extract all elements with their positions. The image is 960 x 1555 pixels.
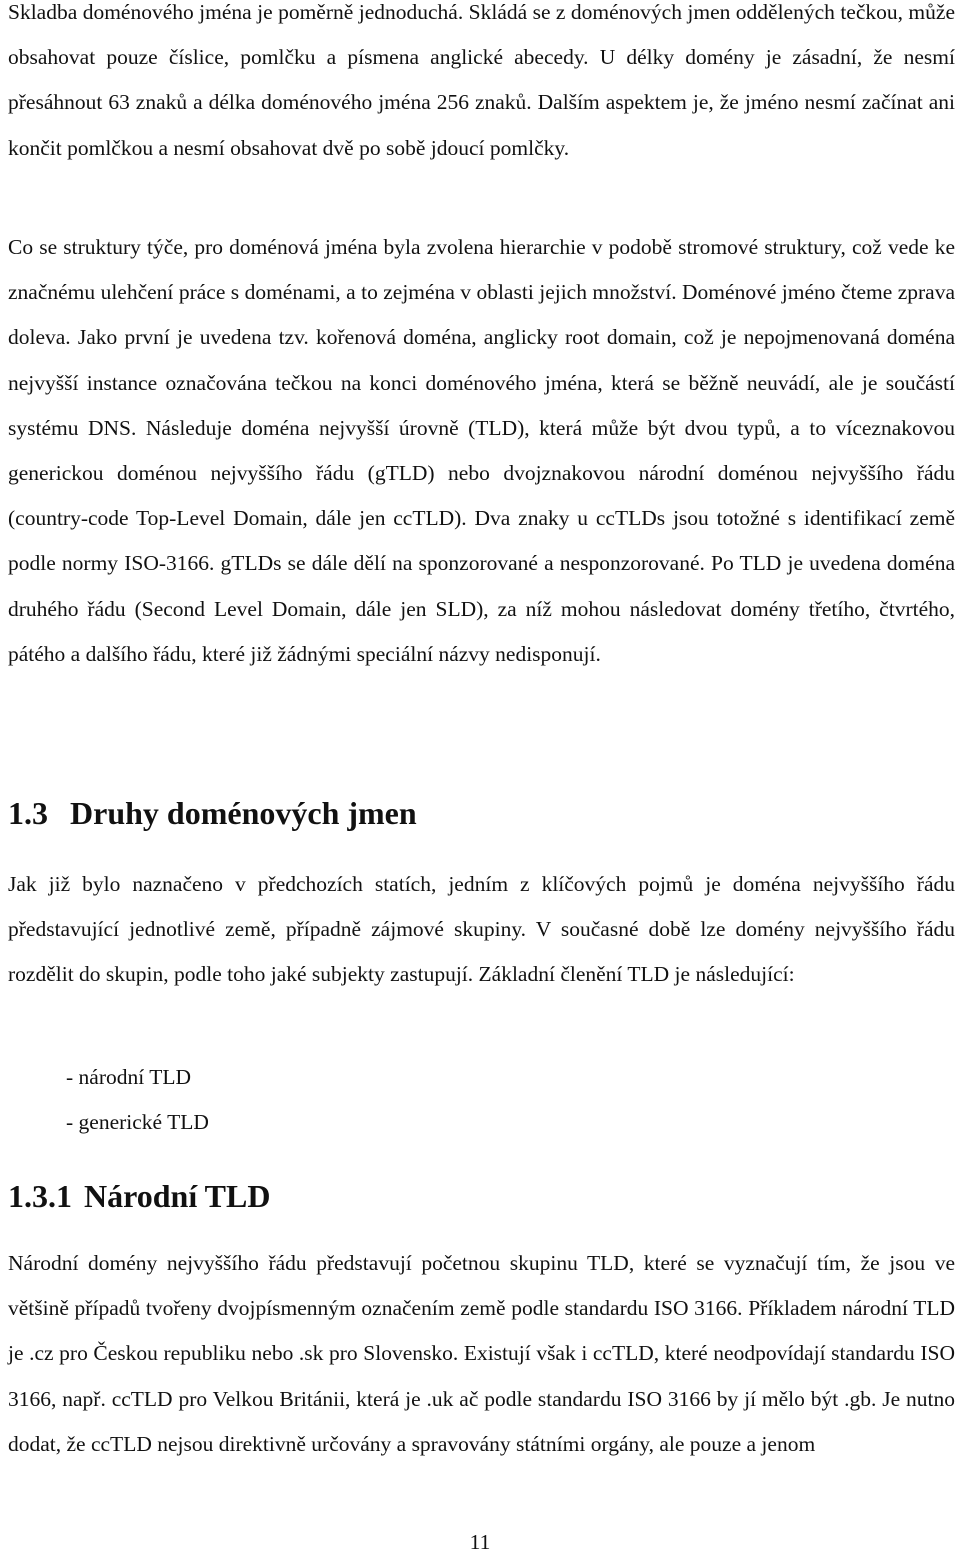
page-number: 11	[469, 1530, 491, 1554]
list-item: - národní TLD	[66, 1065, 191, 1089]
list-item: - generické TLD	[66, 1109, 209, 1134]
paragraph-domain-syntax: Skladba doménového jména je poměrně jednoduchá. Skládá se z doménových jmen oddělených tečkou, může obsahovat pouze číslice, pomlčku a písmena anglické abecedy. U délky domény je zásadní, že nesmí přesáhnout 63 znaků a délka doménového jména 256 znaků. Dalším aspektem je, že jméno nesmí začínat ani končit pomlčkou a nesmí obsahovat dvě po sobě jdoucí pomlčky.	[8, 0, 955, 160]
section-heading-1-3	[8, 793, 417, 833]
section-title: Druhy doménových jmen	[70, 795, 417, 831]
section-number: 1.3.1	[8, 1178, 72, 1214]
section-title: Národní TLD	[84, 1178, 271, 1214]
section-heading-1-3-1	[8, 1176, 270, 1216]
section-number: 1.3	[8, 795, 48, 831]
paragraph-domain-structure: Co se struktury týče, pro doménová jména byla zvolena hierarchie v podobě stromové struktury, což vede ke značnému ulehčení práce s doménami, a to zejména v oblasti jejich množství. Doménové jméno čteme zprava doleva. Jako první je uvedena tzv. kořenová doména, anglicky root domain, což je nepojmenovaná doména nejvyšší instance označována tečkou na konci doménového jména, která se běžně neuvádí, ale je součástí systému DNS. Následuje doména nejvyšší úrovně (TLD), která může být dvou typů, a to víceznakovou generickou doménou nejvyššího řádu (gTLD) nebo dvojznakovou národní doménou nejvyššího řádu (country-code Top-Level Domain, dále jen ccTLD). Dva znaky u ccTLDs jsou totožné s identifikací země podle normy ISO-3166. gTLDs se dále dělí na sponzorované a nesponzorované. Po TLD je uvedena doména druhého řádu (Second Level Domain, dále jen SLD), za níž mohou následovat domény třetího, čtvrtého, pátého a dalšího řádu, které již žádnými speciální názvy nedisponují.	[8, 235, 955, 666]
tld-type-list	[66, 1055, 209, 1144]
paragraph-national-tld: Národní domény nejvyššího řádu představují početnou skupinu TLD, které se vyznačují tím, že jsou ve většině případů tvořeny dvojpísmenným označením země podle standardu ISO 3166. Příkladem národní TLD je .cz pro Českou republiku nebo .sk pro Slovensko. Existují však i ccTLD, které neodpovídají standardu ISO 3166, např. ccTLD pro Velkou Británii, která je .uk ač podle standardu ISO 3166 by jí mělo být .gb. Je nutno dodat, že ccTLD nejsou direktivně určovány a spravovány státními orgány, ale pouze a jenom	[8, 1251, 955, 1456]
paragraph-tld-intro: Jak již bylo naznačeno v předchozích statích, jedním z klíčových pojmů je doména nejvyššího řádu představující jednotlivé země, případně zájmové skupiny. V současné době lze domény nejvyššího řádu rozdělit do skupin, podle toho jaké subjekty zastupují. Základní členění TLD je následující:	[8, 872, 955, 987]
